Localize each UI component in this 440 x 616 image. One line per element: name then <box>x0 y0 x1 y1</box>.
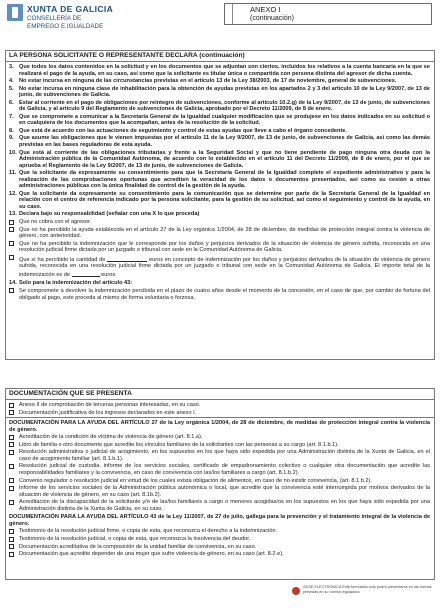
footer-text <box>303 585 437 594</box>
xunta-emblem-icon <box>7 4 23 21</box>
doc-group2-item-3-checkbox[interactable] <box>9 544 14 549</box>
declaration-clause-12: 12. Que la solicitante da expresamente su consentimiento para la comunicación que se determine por parte de la Secretaría General de la Igualdad en relación con el centro de referencia indicado por la persona solicitante, para la gestión de su solicitud, así como el seguimiento y control de la ayuda, en su caso. <box>9 190 430 210</box>
footer-seal: SEDE ELECTRÓNICA <box>303 585 342 589</box>
annex-subtitle: (continuación) <box>250 15 294 22</box>
clause13-option-3: Que no ha percibido la indemnización que le corresponde por los daños y perjuicios derivados de la situación de violencia de género sufrida, reconocida en una resolución judicial firme dictada por un juzgado o tribunal con sede en la Comunidad Autónoma de Galicia. <box>6 241 434 254</box>
doc-group1-item-5-checkbox[interactable] <box>9 478 14 483</box>
documentation-section <box>5 388 435 580</box>
logo-dept-line1: CONSELLERÍA DE <box>27 15 82 22</box>
electronic-office-icon <box>292 587 300 595</box>
page-header <box>0 0 440 34</box>
declaration-clause-10: 10. Que está al corriente de las obligaciones tributarias y frente a la Seguridad Social y que no tiene pendiente de pago ninguna otra deuda con la Administración pública de la Comunidad Autónoma, de acuerdo con lo establecido en el artículo 11 del Decreto 11/2009, de 8 de enero, por el que se aprueba el Reglamento de la Ley 9/2007, de 13 de junio, de subvenciones de Galicia. <box>9 149 430 169</box>
declaration-clause-4: 4. No estar incursa en ninguna de las circunstancias previstas en el artículo 13 de la Ley 38/2003, de 17 de noviembre, general de subvenciones. <box>9 78 397 85</box>
section-divider <box>6 417 434 418</box>
doc-group1-item-1: Acreditación de la condición de víctima de violencia de género (art. 8.1.a). <box>6 434 434 441</box>
declaration-clause-14: 14. Solo para la indemnización del artículo 43: <box>9 280 133 287</box>
clause13-option-2-checkbox[interactable] <box>9 227 14 232</box>
clause13-option-3-checkbox[interactable] <box>9 241 14 246</box>
doc-general-item-2: Documentación justificativa de los ingresos declarados en este anexo I. <box>6 410 434 417</box>
declaration-clause-5: 5. No estar incursa en ninguna clase de inhabilitación para la obtención de ayudas previstas en los apartados 2 y 3 del artículo 10 de la Ley 9/2007, de 13 de junio, de subvenciones de Galicia. <box>9 85 430 99</box>
declaration-clause-9: 9. Que asume las obligaciones que le vienen impuestas por el artículo 11 de la Ley 9/2007, de 13 de junio, de subvenciones de Galicia, así como las demás previstas en las bases reguladoras de esta ayuda. <box>9 135 430 149</box>
clause14-option-1: Se compromete a devolver la indemnización percibida en el plazo de cuatro años desde el momento de la concesión, en el caso de que, por cambio de fortuna del obligado al pago, este proceda al mismo de forma voluntaria o forzosa. <box>6 288 434 301</box>
doc-general-item-1: Anexo II de comprobación de terceras personas interesadas, en su caso. <box>6 402 434 409</box>
doc-group1-item-7: Acreditación de la discapacidad de la solicitante y/o de las/los familiares a cargo o menores acogidas/os en los supuestos en los que haya sido expedida por una Administración distinta de la Xunta de Galicia, en su caso. <box>6 499 434 512</box>
clause13-option-4: Que sí ha percibido la cantidad de euros en concepto de indemnización por los daños y perjuicios derivados de la situación de violencia de género sufrida, reconocida en una resolución judicial firme dictada por un juzgado o tribunal con sede en la Comunidad Autónoma de Galicia. El importe total de la indemnización es de euros. <box>6 255 434 279</box>
clause13-option-2: Que no ha percibido la ayuda establecida en el artículo 27 de la Ley orgánica 1/2004, de 28 de diciembre, de medidas de protección integral contra la violencia de género, con anterioridad. <box>6 227 434 240</box>
declaration-clause-13: 13. Declara bajo su responsabilidad (señalar con una X lo que proceda) <box>9 211 200 218</box>
declaration-section-title: LA PERSONA SOLICITANTE O REPRESENTANTE DECLARA (continuación) <box>6 51 434 62</box>
doc-group1-item-1-checkbox[interactable] <box>9 435 14 440</box>
doc-group1-item-2-checkbox[interactable] <box>9 442 14 447</box>
doc-group1-heading: DOCUMENTACIÓN PARA LA AYUDA DEL ARTÍCULO 27 de la Ley orgánica 1/2004, de 28 de diciembre, de medidas de protección integral contra la violencia de género. <box>9 420 430 433</box>
doc-group1-item-4-checkbox[interactable] <box>9 464 14 469</box>
logo-org-name: XUNTA DE GALICIA <box>27 4 114 14</box>
page-footer <box>292 585 437 599</box>
footer-note: Este formulario solo podrá presentarse en las formas previstas en su norma reguladora <box>303 585 432 594</box>
doc-group1-item-3-checkbox[interactable] <box>9 450 14 455</box>
doc-group2-item-2: Testimonio de la resolución judicial, o copia de esta, que reconozca la insolvencia del deudor. <box>6 536 434 543</box>
clause14-option-1-checkbox[interactable] <box>9 288 14 293</box>
declaration-clause-11: 11. Que la solicitante da expresamente su consentimiento para que la Secretaría General de la Igualdad complete el expediente administrativo y para la realización de las comprobaciones oportunas que acrediten la veracidad de los datos o documentos presentados, así como su cesión a otras administraciones públicas con la única finalidad de control de la gestión de la ayuda. <box>9 170 430 190</box>
logo-department <box>27 15 103 30</box>
declaration-clause-list <box>6 64 434 210</box>
total-indemnity-field[interactable] <box>72 270 100 277</box>
doc-group2-heading: DOCUMENTACIÓN PARA LA AYUDA DEL ARTÍCULO 43 de la Ley 11/2007, de 27 de julio, gallega para la prevención y el tratamiento integral de la violencia de género. <box>9 514 430 527</box>
doc-group2-item-4: Documentación que acredite depender de una mujer que sufre violencia de género, en su caso (art. 8.2.e). <box>6 551 434 558</box>
doc-group1-item-3: Resolución administrativa o judicial de acogimiento, en los supuestos en los que haya sido expedida por una Administración distinta de la Xunta de Galicia, en el caso de acogimiento familiar (art. 8.1.b.1). <box>6 449 434 462</box>
annex-box <box>224 3 432 25</box>
doc-group2-item-4-checkbox[interactable] <box>9 552 14 557</box>
doc-group2-item-1-checkbox[interactable] <box>9 529 14 534</box>
doc-group2-item-2-checkbox[interactable] <box>9 537 14 542</box>
declaration-clause-8: 8. Que está de acuerdo con las actuaciones de seguimiento y control de estas ayudas que lleve a cabo el órgano concedente. <box>9 127 347 134</box>
doc-group2-item-3: Documentación acreditativa de la composición de la unidad familiar de convivencia, en su caso. <box>6 544 434 551</box>
doc-group1-item-7-checkbox[interactable] <box>9 500 14 505</box>
doc-group1-item-6: Informe de los servicios sociales de la Administración pública autonómica o local, que acredite que la convivencia esté interrumpida por motivos derivados de la situación de violencia de género, en su caso (art. 8.1b.2). <box>6 485 434 498</box>
declaration-section <box>5 50 435 360</box>
doc-group1-item-5: Convenio regulador o resolución judicial en virtud de los cuales exista obligación de alimentos, en caso de no existir convivencia, (art. 8.1.b.2). <box>6 478 434 485</box>
documentation-section-title: DOCUMENTACIÓN QUE SE PRESENTA <box>6 389 434 400</box>
declaration-clause-7: 7. Que se compromete a comunicar a la Secretaría General de la Igualdad cualquier modificación que se produjese en los datos indicados en su solicitud o en cualquiera de los documentos que la acompañan, antes de la resolución de la solicitud. <box>9 113 430 127</box>
xunta-logo <box>7 4 119 32</box>
doc-group1-item-2: Libro de familia o otro documento que acredite los vínculos familiares de la solicitantes con las personas a su cargo (art. 8.1.b.1). <box>6 442 434 449</box>
doc-group1-item-6-checkbox[interactable] <box>9 486 14 491</box>
clause13-option-1-checkbox[interactable] <box>9 220 14 225</box>
doc-general-item-1-checkbox[interactable] <box>9 403 14 408</box>
amount-received-field[interactable] <box>107 255 147 262</box>
clause13-option-4-checkbox[interactable] <box>9 255 14 260</box>
annex-code-cell <box>225 4 233 24</box>
annex-title: ANEXO I <box>250 5 281 14</box>
declaration-clause-3: 3. Que todos los datos contenidos en la solicitud y en los documentos que se adjuntan son ciertos, incluidos los relativos a la cuenta bancaria en la que se realizará el pago de la ayuda, en su caso, así como que la solicitante es titular única o compartida con persona distinta del agresor de dicha cuenta. <box>9 64 430 77</box>
logo-dept-line2: EMPREGO E IGUALDADE <box>27 22 104 30</box>
declaration-clause-6: 6. Estar al corriente en el pago de obligaciones por reintegro de subvenciones, conforme al artículo 10.2.g) de la Ley 9/2007, de 13 de junio, de subvenciones de Galicia, y al artículo 9 del Reglamento de subvenciones de Galicia, aprobado por el Decreto 11/2009, de 8 de enero. <box>9 99 430 113</box>
doc-general-item-2-checkbox[interactable] <box>9 410 14 415</box>
doc-group2-item-1: Testimonio de la resolución judicial firme, o copia de esta, que reconozca el derecho a la indemnización. <box>6 528 434 535</box>
clause13-option-1: Que no cobra con el agresor. <box>6 219 434 226</box>
doc-group1-item-4: Resolución judicial de custodia, informe de los servicios sociales, certificado de empadronamiento colectivo o cualquier otra documentación que acredite las responsabilidades familiares y la convivencia, en caso de convivencia con las/los familiares a cargo (art. 8.1.b.2). <box>6 463 434 476</box>
